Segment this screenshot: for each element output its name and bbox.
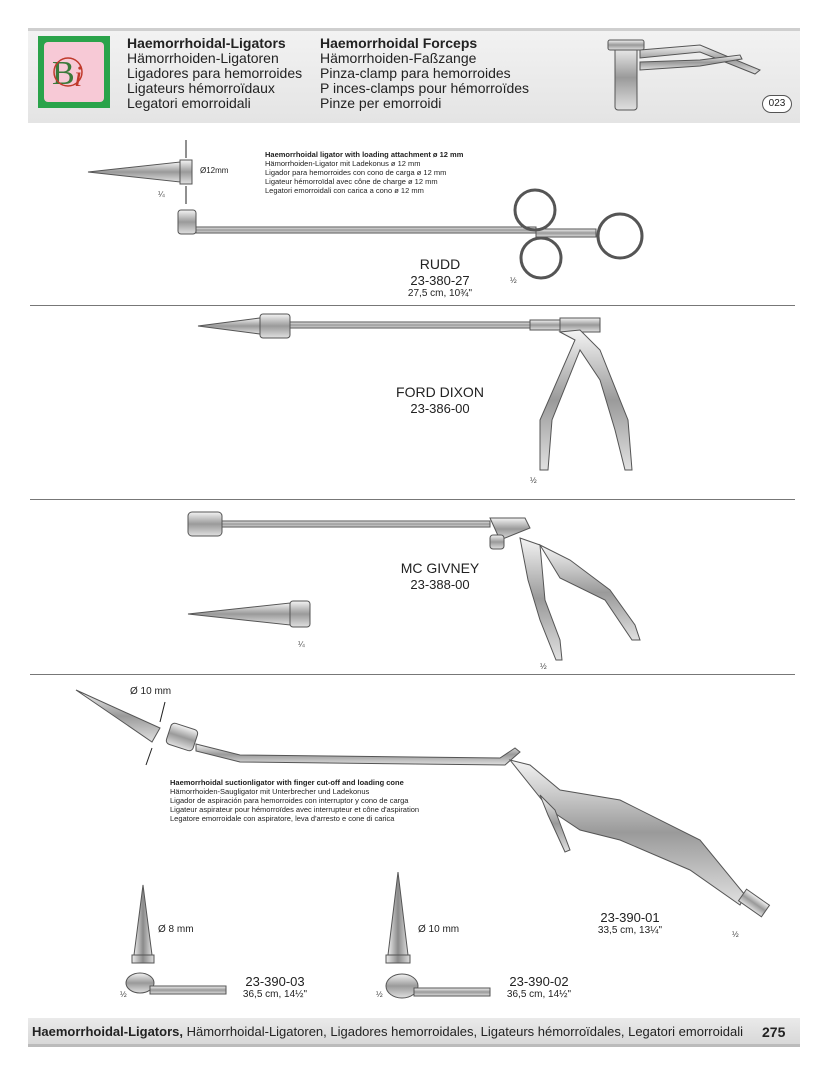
header-col2-line: Pinza-clamp para hemorroides	[320, 65, 511, 81]
footer-caption-rest: Hämorrhoidal-Ligatoren, Ligadores hemorroidales, Ligateurs hémorroïdales, Legatori emorroidali	[182, 1024, 743, 1039]
rudd-scale: ½	[510, 276, 517, 285]
suction-dims: 33,5 cm, 13¼"	[597, 925, 663, 936]
rudd-desc-title: Haemorrhoidal ligator with loading attachment ø 12 mm	[265, 150, 464, 159]
suction-scale: ½	[732, 930, 739, 939]
variant1-scale: ½	[120, 990, 127, 999]
ford-code: 23-386-00	[410, 401, 470, 416]
rudd-description	[265, 150, 463, 195]
variant2-tip	[386, 974, 490, 998]
variant1-dims: 36,5 cm, 14½"	[242, 989, 308, 1000]
suction-desc-line: Legatore emorroidale con aspiratore, leva d'arresto e cone di carica	[170, 814, 395, 823]
svg-text:B: B	[52, 55, 75, 92]
header-col2-line: Pinze per emorroidi	[320, 95, 442, 111]
variant2-scale: ½	[376, 990, 383, 999]
variant1-diameter: Ø 8 mm	[158, 924, 194, 935]
page-id-badge: 023	[762, 95, 792, 113]
section-divider	[30, 499, 795, 500]
ford-scale: ½	[530, 476, 537, 485]
suction-description	[170, 778, 419, 823]
variant2-cone	[386, 872, 410, 963]
rudd-desc-line: Ligador para hemorroides con cono de carga ø 12 mm	[265, 168, 447, 177]
rudd-dims: 27,5 cm, 10¾"	[407, 288, 473, 299]
header-col2-title: Haemorrhoidal Forceps	[320, 35, 478, 51]
header-col2-line: Hämorrhoiden-Faßzange	[320, 50, 477, 66]
variant1-code: 23-390-03	[245, 974, 305, 989]
mcgivney-cone-scale: ¼	[298, 640, 305, 649]
suction-diameter: Ø 10 mm	[130, 686, 172, 697]
header-col1-title: Haemorrhoidal-Ligators	[127, 35, 286, 51]
header-col1-line: Legatori emorroidali	[127, 95, 251, 111]
suction-desc-line: Ligateur aspirateur pour hémorroïdes avec interrupteur et cône d'aspiration	[170, 805, 420, 814]
variant1-tip	[126, 973, 226, 994]
mcgivney-name: MC GIVNEY	[400, 560, 480, 576]
suction-cone	[76, 690, 165, 765]
header-col1-line: Ligateurs hémorroïdaux	[127, 80, 275, 96]
page-number: 275	[762, 1024, 786, 1040]
mcgivney-cone	[188, 601, 310, 627]
rudd-desc-line: Hämorrhoiden-Ligator mit Ladekonus ø 12 mm	[265, 159, 421, 168]
footer-caption	[32, 1024, 743, 1039]
header-col1-line: Ligadores para hemorroides	[127, 65, 303, 81]
header-forceps-image	[608, 40, 760, 110]
header-col2-line: P inces-clamps pour hémorroïdes	[320, 80, 530, 96]
rudd-code: 23-380-27	[410, 273, 470, 288]
rudd-diameter: Ø12mm	[200, 166, 229, 175]
mcgivney-scale: ½	[540, 662, 547, 671]
rudd-cone-scale: ¼	[158, 190, 165, 199]
rudd-cone	[88, 140, 192, 204]
variant2-code: 23-390-02	[509, 974, 569, 989]
rudd-desc-line: Ligateur hémorroïdal avec cône de charge ø 12 mm	[265, 177, 438, 186]
rudd-name: RUDD	[419, 256, 461, 272]
variant2-diameter: Ø 10 mm	[418, 924, 460, 935]
section-divider	[30, 305, 795, 306]
suction-desc-title: Haemorrhoidal suctionligator with finger cut-off and loading cone	[170, 778, 404, 787]
rudd-desc-line: Legatori emorroidali con carica a cono ø 12 mm	[265, 186, 424, 195]
suction-desc-line: Ligador de aspiración para hemorroides con interruptor y cono de carga	[170, 796, 409, 805]
ford-name: FORD DIXON	[396, 384, 484, 400]
section-divider	[30, 674, 795, 675]
suction-code: 23-390-01	[600, 910, 660, 925]
variant1-cone	[132, 885, 154, 963]
suction-desc-line: Hämorrhoiden-Saugligator mit Unterbrecher und Ladekonus	[170, 787, 370, 796]
variant2-dims: 36,5 cm, 14½"	[506, 989, 572, 1000]
header-col1-line: Hämorrhoiden-Ligatoren	[127, 50, 279, 66]
mcgivney-code: 23-388-00	[410, 577, 470, 592]
footer-caption-bold: Haemorrhoidal-Ligators,	[32, 1024, 183, 1039]
svg-text:i: i	[74, 60, 83, 93]
